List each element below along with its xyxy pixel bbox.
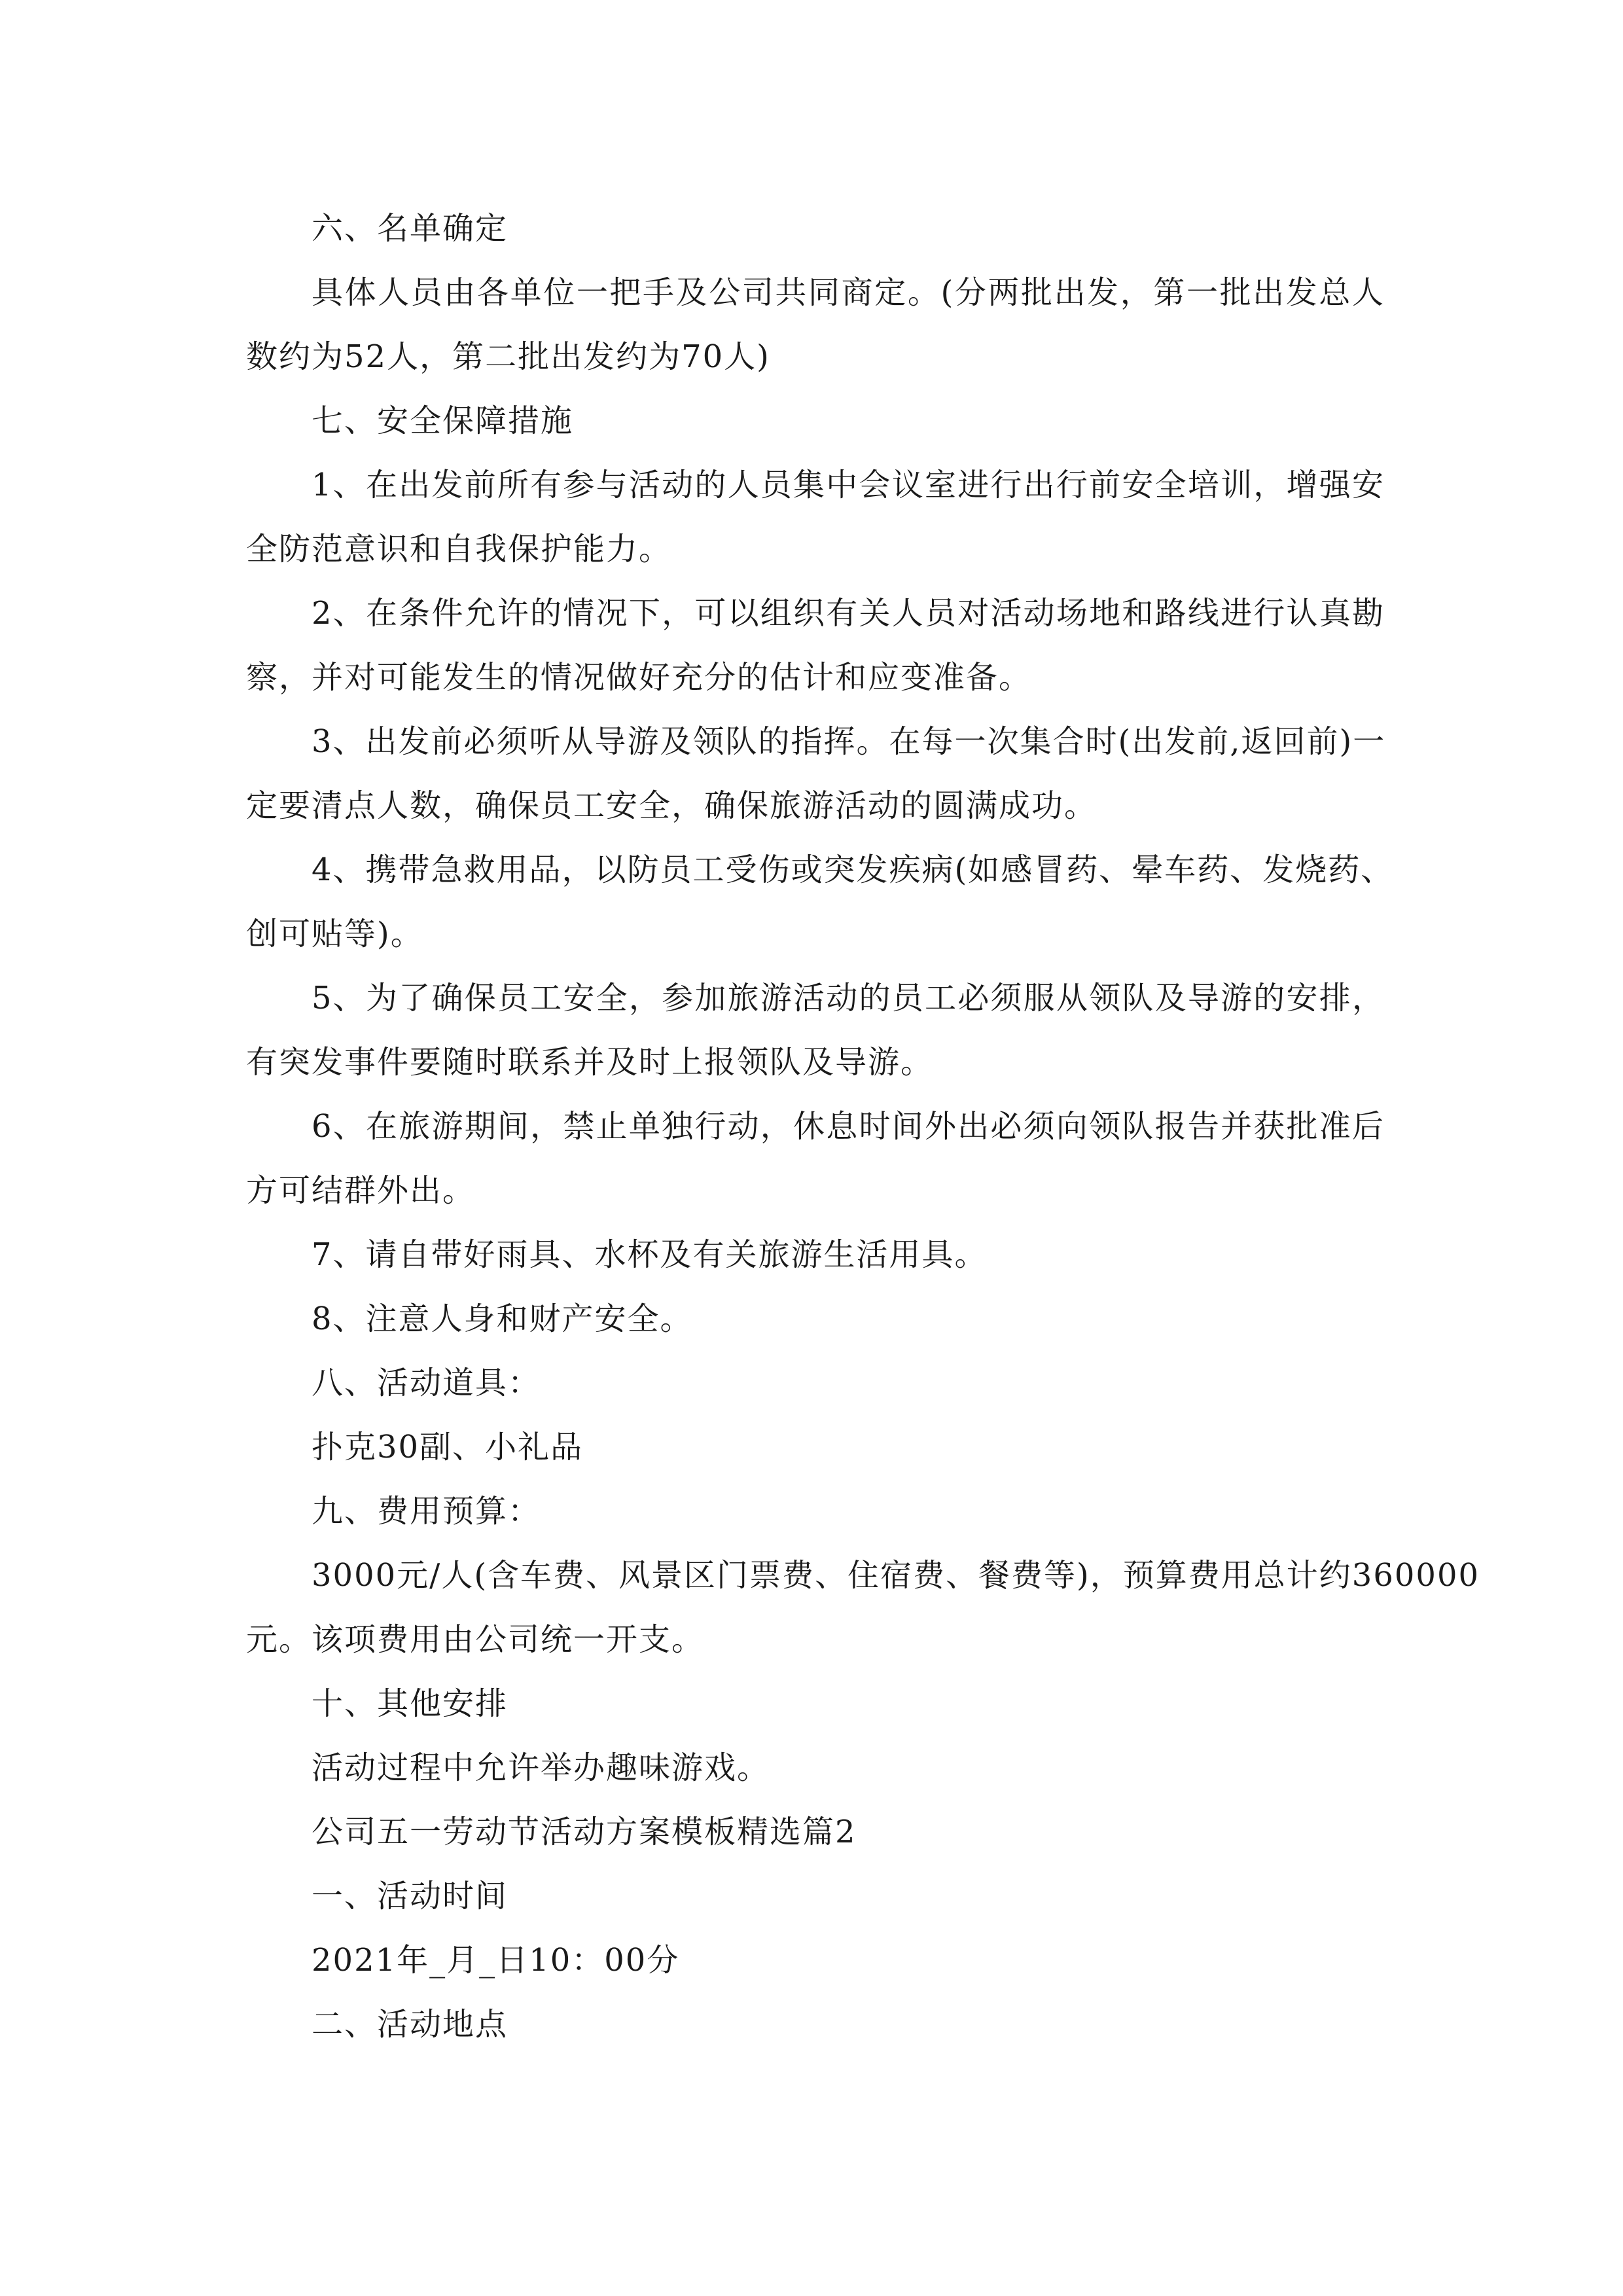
paragraph-line: 1、在出发前所有参与活动的人员集中会议室进行出行前安全培训，增强安 xyxy=(312,467,1385,503)
paragraph-line: 方可结群外出。 xyxy=(246,1172,476,1209)
paragraph-line: 6、在旅游期间，禁止单独行动，休息时间外出必须向领队报告并获批准后 xyxy=(312,1108,1385,1145)
paragraph-line: 数约为52人，第二批出发约为70人) xyxy=(246,338,770,375)
section-heading-activity-time: 一、活动时间 xyxy=(312,1878,508,1914)
section-heading-other-arrangements: 十、其他安排 xyxy=(312,1685,508,1722)
paragraph-line: 定要清点人数，确保员工安全，确保旅游活动的圆满成功。 xyxy=(246,787,1097,824)
paragraph-line: 全防范意识和自我保护能力。 xyxy=(246,531,672,567)
paragraph-line: 察，并对可能发生的情况做好充分的估计和应变准备。 xyxy=(246,659,1032,696)
section-heading-safety-measures: 七、安全保障措施 xyxy=(312,403,574,439)
section-heading-list-confirmation: 六、名单确定 xyxy=(312,210,508,247)
paragraph-line: 4、携带急救用品，以防员工受伤或突发疾病(如感冒药、晕车药、发烧药、 xyxy=(312,852,1394,888)
paragraph-line: 扑克30副、小礼品 xyxy=(312,1429,584,1465)
paragraph-line: 2、在条件允许的情况下，可以组织有关人员对活动场地和路线进行认真勘 xyxy=(312,595,1385,632)
section-heading-budget: 九、费用预算： xyxy=(312,1493,541,1530)
paragraph-line: 3000元/人(含车费、风景区门票费、住宿费、餐费等)，预算费用总计约360000 xyxy=(312,1557,1480,1594)
section-heading-props: 八、活动道具： xyxy=(312,1365,541,1401)
paragraph-line: 8、注意人身和财产安全。 xyxy=(312,1300,693,1337)
paragraph-line: 5、为了确保员工安全，参加旅游活动的员工必须服从领队及导游的安排， xyxy=(312,980,1385,1016)
paragraph-line: 2021年_月_日10：00分 xyxy=(312,1942,680,1979)
paragraph-line: 7、请自带好雨具、水杯及有关旅游生活用具。 xyxy=(312,1236,988,1273)
paragraph-line: 具体人员由各单位一把手及公司共同商定。(分两批出发，第一批出发总人 xyxy=(312,274,1385,311)
document-body xyxy=(246,196,1480,2056)
paragraph-line: 3、出发前必须听从导游及领队的指挥。在每一次集合时(出发前,返回前)一 xyxy=(312,723,1386,760)
section-heading-activity-location: 二、活动地点 xyxy=(312,2006,508,2043)
paragraph-line: 有突发事件要随时联系并及时上报领队及导游。 xyxy=(246,1044,934,1081)
paragraph-line: 活动过程中允许举办趣味游戏。 xyxy=(312,1749,770,1786)
paragraph-line: 元。该项费用由公司统一开支。 xyxy=(246,1621,705,1658)
paragraph-line: 创可贴等)。 xyxy=(246,916,423,952)
article-title: 公司五一劳动节活动方案模板精选篇2 xyxy=(312,1814,857,1850)
